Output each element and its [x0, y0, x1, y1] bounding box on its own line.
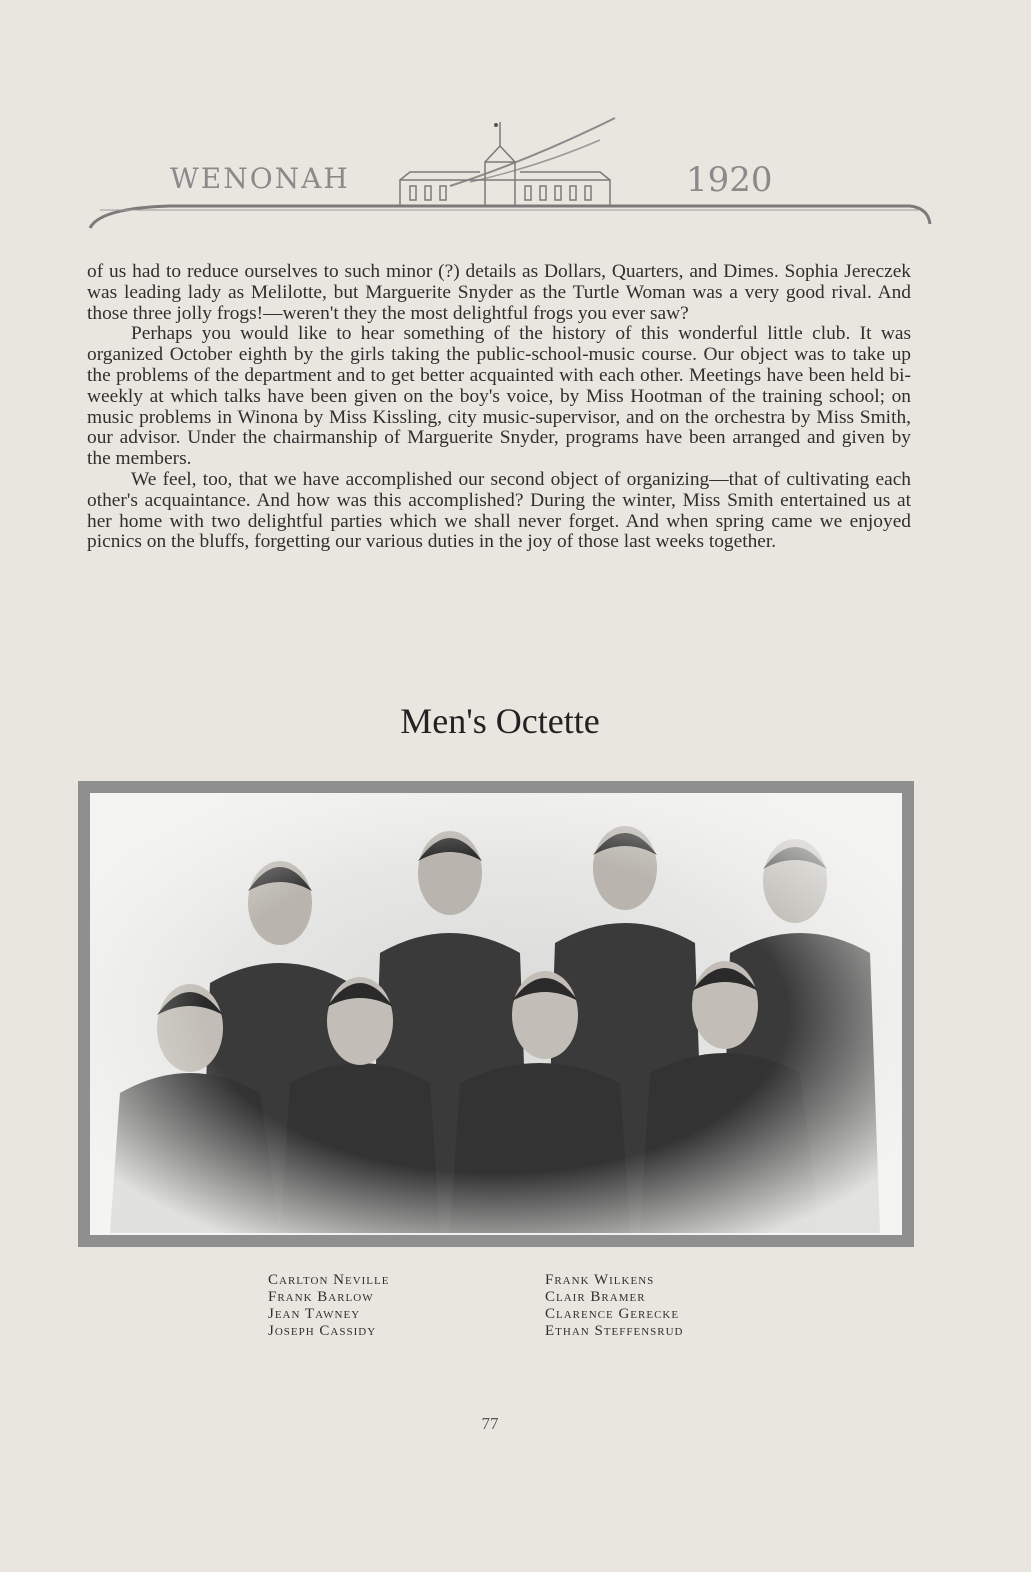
member-name: Carlton Neville — [268, 1272, 390, 1288]
group-photo-frame — [78, 781, 914, 1247]
paragraph: We feel, too, that we have accomplished our second object of organizing—that of cultivating each other's acquaintance. And how was this accomplished? During the winter, Miss Smith entertained us at her home with two delightful parties which we shall never forget. And when spring came we enjoyed picnics on the bluffs, forgetting our various duties in the joy of those last weeks together. — [87, 468, 911, 553]
section-title: Men's Octette — [400, 701, 600, 741]
member-name: Jean Tawney — [268, 1306, 361, 1322]
member-name: Frank Barlow — [268, 1289, 374, 1305]
names-column-left — [268, 1272, 389, 1340]
member-name: Joseph Cassidy — [268, 1323, 377, 1339]
header-year: 1920 — [686, 160, 773, 200]
article-body — [87, 262, 911, 553]
group-photo — [90, 793, 902, 1235]
paragraph: Perhaps you would like to hear something of the history of this wonderful little club. It was organized October eighth by the girls taking the public-school-music course. Our object was to take up the problems of the department and to get better acquainted with each other. Meetings have been held bi-weekly at which talks have been given on the boy's voice, by Miss Hootman of the training school; on music problems in Winona by Miss Kissling, city music-supervisor, and on the orchestra by Miss Smith, our advisor. Under the chairmanship of Marguerite Snyder, programs have been arranged and given by the members. — [87, 323, 911, 470]
member-name: Frank Wilkens — [545, 1272, 655, 1288]
paragraph: of us had to reduce ourselves to such minor (?) details as Dollars, Quarters, and Dimes. Sophia Jereczek was leading lady as Melilotte, but Marguerite Snyder as the Turtle Woman was a very good rival. And those three jolly frogs!—weren't they the most delightful frogs you ever saw? — [87, 261, 911, 324]
group-photo-illustration — [90, 793, 902, 1235]
member-name: Ethan Steffensrud — [545, 1323, 684, 1339]
page-number: 77 — [481, 1414, 499, 1433]
names-column-right — [545, 1272, 684, 1340]
member-name: Clair Bramer — [545, 1289, 646, 1305]
page-header — [80, 100, 940, 240]
member-name: Clarence Gerecke — [545, 1306, 680, 1322]
header-left-text: WENONAH — [170, 162, 350, 195]
